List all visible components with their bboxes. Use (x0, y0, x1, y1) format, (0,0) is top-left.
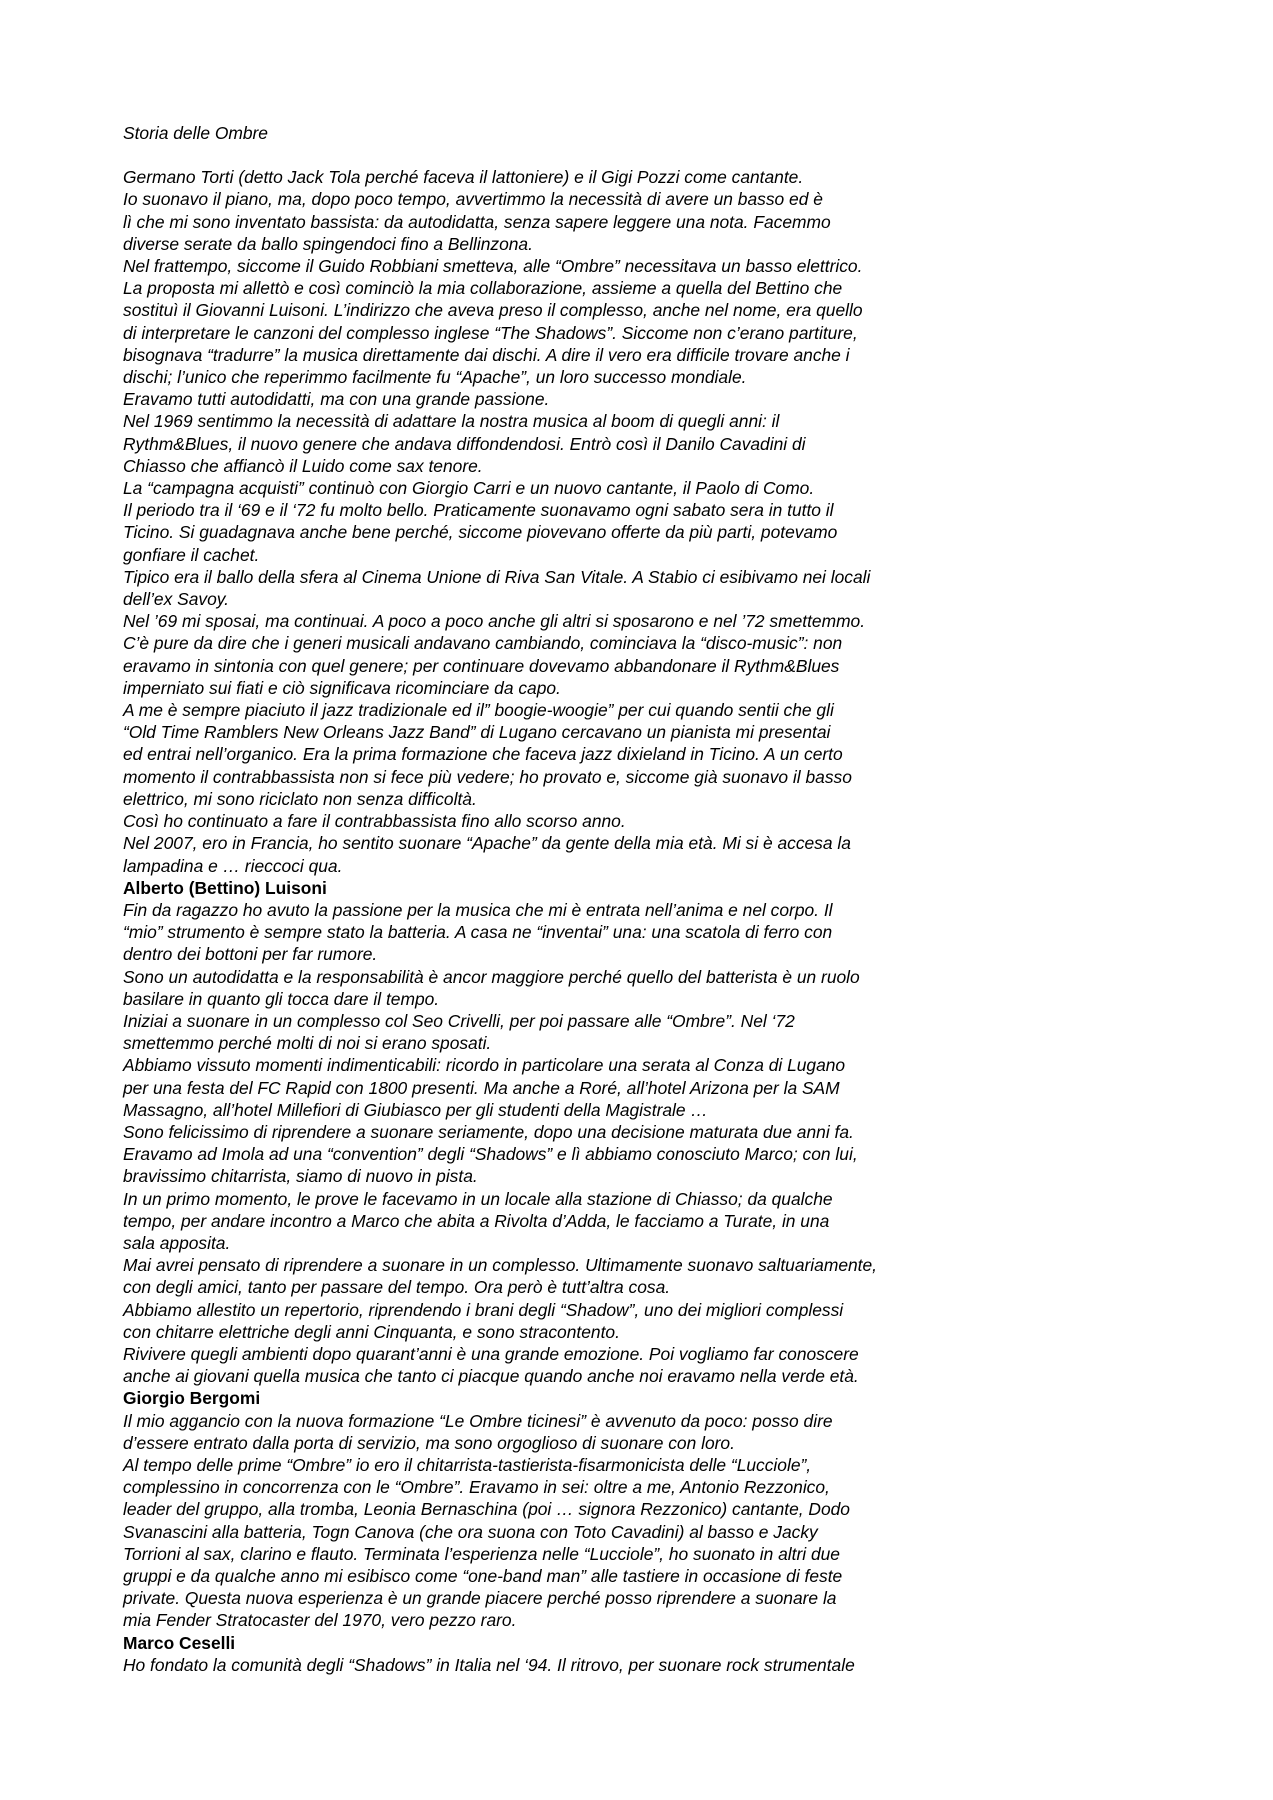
text-line: bravissimo chitarrista, siamo di nuovo in pista. (123, 1166, 478, 1187)
text-line: di interpretare le canzoni del complesso inglese “The Shadows”. Siccome non c’erano partiture, (123, 322, 858, 343)
text-line: Così ho continuato a fare il contrabbassista fino allo scorso anno. (123, 811, 626, 832)
text-line: gruppi e da qualche anno mi esibisco come “one-band man” alle tastiere in occasione di feste (123, 1566, 843, 1586)
text-line: leader del gruppo, alla tromba, Leonia Bernaschina (poi … signora Rezzonico) cantante, Dodo (123, 1499, 850, 1520)
section-heading: Marco Ceselli (123, 1632, 236, 1653)
text-line: basilare in quanto gli tocca dare il tempo. (123, 988, 440, 1009)
text-line: In un primo momento, le prove le facevamo in un locale alla stazione di Chiasso; da qualche (123, 1188, 833, 1209)
text-line: dentro dei bottoni per far rumore. (123, 944, 378, 965)
text-line: Ticino. Si guadagnava anche bene perché, siccome piovevano offerte da più parti, potevamo (123, 522, 838, 543)
text-line: Tipico era il ballo della sfera al Cinema Unione di Riva San Vitale. A Stabio ci esibivamo nei locali (123, 566, 871, 587)
text-line: Nel 1969 sentimmo la necessità di adattare la nostra musica al boom di quegli anni: il (123, 411, 780, 432)
text-line: Svanascini alla batteria, Togn Canova (che ora suona con Toto Cavadini) al basso e Jacky (123, 1521, 818, 1542)
text-line: Nel frattempo, siccome il Guido Robbiani smetteva, alle “Ombre” necessitava un basso elettrico. (123, 256, 863, 277)
text-line: Germano Torti (detto Jack Tola perché faceva il lattoniere) e il Gigi Pozzi come cantante. (123, 167, 804, 188)
text-line: Eravamo tutti autodidatti, ma con una grande passione. (123, 389, 550, 410)
text-line: complessino in concorrenza con le “Ombre”. Eravamo in sei: oltre a me, Antonio Rezzonico, (123, 1477, 830, 1498)
text-line: C’è pure da dire che i generi musicali andavano cambiando, cominciava la “disco-music”: non (123, 633, 843, 654)
document-body (123, 166, 1203, 1676)
text-line: dischi; l’unico che reperimmo facilmente fu “Apache”, un loro successo mondiale. (123, 367, 747, 388)
text-line: Il periodo tra il ‘69 e il ‘72 fu molto bello. Praticamente suonavamo ogni sabato sera in tutto il (123, 500, 834, 521)
text-line: Iniziai a suonare in un complesso col Seo Crivelli, per poi passare alle “Ombre”. Nel ‘72 (123, 1010, 795, 1031)
text-line: sala apposita. (123, 1232, 231, 1253)
section-heading: Giorgio Bergomi (123, 1388, 261, 1409)
text-line: bisognava “tradurre” la musica direttamente dai dischi. A dire il vero era difficile trovare anche i (123, 344, 850, 365)
text-line: Mai avrei pensato di riprendere a suonare in un complesso. Ultimamente suonavo saltuariamente, (123, 1255, 877, 1276)
document-page (123, 122, 1203, 1676)
text-line: Io suonavo il piano, ma, dopo poco tempo, avvertimmo la necessità di avere un basso ed è (123, 189, 823, 210)
text-line: Al tempo delle prime “Ombre” io ero il chitarrista-tastierista-fisarmonicista delle “Lucciole”, (123, 1454, 812, 1475)
text-line: Rythm&Blues, il nuovo genere che andava diffondendosi. Entrò così il Danilo Cavadini di (123, 433, 806, 454)
text-line: Massagno, all’hotel Millefiori di Giubiasco per gli studenti della Magistrale … (123, 1099, 708, 1120)
document-title: Storia delle Ombre (123, 123, 268, 143)
text-line: La “campagna acquisti” continuò con Giorgio Carri e un nuovo cantante, il Paolo di Como. (123, 478, 815, 499)
text-line: Chiasso che affiancò il Luido come sax tenore. (123, 455, 483, 476)
text-line: tempo, per andare incontro a Marco che abita a Rivolta d’Adda, le facciamo a Turate, in una (123, 1210, 830, 1231)
text-line: Nel 2007, ero in Francia, ho sentito suonare “Apache” da gente della mia età. Mi si è accesa la (123, 833, 851, 854)
text-line: Abbiamo allestito un repertorio, riprendendo i brani degli “Shadow”, uno dei migliori complessi (123, 1299, 844, 1320)
text-line: La proposta mi allettò e così cominciò la mia collaborazione, assieme a quella del Bettino che (123, 278, 843, 299)
text-line: Sono un autodidatta e la responsabilità è ancor maggiore perché quello del batterista è un ruolo (123, 966, 860, 987)
text-line: imperniato sui fiati e ciò significava ricominciare da capo. (123, 677, 561, 698)
text-line: lampadina e … rieccoci qua. (123, 855, 343, 876)
text-line: Fin da ragazzo ho avuto la passione per la musica che mi è entrata nell’anima e nel corpo. Il (123, 899, 833, 920)
text-line: “Old Time Ramblers New Orleans Jazz Band” di Lugano cercavano un pianista mi presentai (123, 722, 831, 743)
text-line: smettemmo perché molti di noi si erano sposati. (123, 1033, 492, 1054)
text-line: sostituì il Giovanni Luisoni. L’indirizzo che aveva preso il complesso, anche nel nome, era quello (123, 300, 863, 321)
text-line: “mio” strumento è sempre stato la batteria. A casa ne “inventai” una: una scatola di ferro con (123, 922, 833, 943)
text-line: lì che mi sono inventato bassista: da autodidatta, senza sapere leggere una nota. Facemmo (123, 211, 831, 232)
text-line: Il mio aggancio con la nuova formazione “Le Ombre ticinesi” è avvenuto da poco: posso dire (123, 1410, 833, 1431)
section-heading: Alberto (Bettino) Luisoni (123, 877, 327, 898)
text-line: diverse serate da ballo spingendoci fino a Bellinzona. (123, 233, 533, 254)
text-line: A me è sempre piaciuto il jazz tradizionale ed il” boogie-woogie” per cui quando sentii che gli (123, 700, 834, 721)
text-line: Sono felicissimo di riprendere a suonare seriamente, dopo una decisione maturata due anni fa. (123, 1121, 854, 1142)
text-line: Eravamo ad Imola ad una “convention” degli “Shadows” e lì abbiamo conosciuto Marco; con lui, (123, 1144, 858, 1165)
text-line: Abbiamo vissuto momenti indimenticabili: ricordo in particolare una serata al Conza di Lugano (123, 1055, 846, 1076)
text-line: mia Fender Stratocaster del 1970, vero pezzo raro. (123, 1610, 517, 1631)
text-line: Ho fondato la comunità degli “Shadows” in Italia nel ‘94. Il ritrovo, per suonare rock strumentale (123, 1654, 855, 1675)
text-line: dell’ex Savoy. (123, 589, 230, 610)
text-line: Torrioni al sax, clarino e flauto. Terminata l’esperienza nelle “Lucciole”, ho suonato in altri due (123, 1543, 840, 1564)
text-line: gonfiare il cachet. (123, 544, 260, 565)
text-line: con chitarre elettriche degli anni Cinquanta, e sono stracontento. (123, 1321, 620, 1342)
text-line: momento il contrabbassista non si fece più vedere; ho provato e, siccome già suonavo il basso (123, 766, 852, 787)
text-line: private. Questa nuova esperienza è un grande piacere perché posso riprendere a suonare la (123, 1588, 837, 1609)
text-line: eravamo in sintonia con quel genere; per continuare dovevamo abbandonare il Rythm&Blues (123, 655, 840, 676)
text-line: ed entrai nell’organico. Era la prima formazione che faceva jazz dixieland in Ticino. A un certo (123, 744, 843, 765)
text-line: per una festa del FC Rapid con 1800 presenti. Ma anche a Roré, all’hotel Arizona per la SAM (123, 1077, 840, 1098)
text-line: anche ai giovani quella musica che tanto ci piacque quando anche noi eravamo nella verde età. (123, 1366, 859, 1387)
text-line: Rivivere quegli ambienti dopo quarant’anni è una grande emozione. Poi vogliamo far conoscere (123, 1343, 859, 1364)
text-line: Nel ’69 mi sposai, ma continuai. A poco a poco anche gli altri si sposarono e nel ’72 smettemmo. (123, 611, 866, 632)
text-line: d’essere entrato dalla porta di servizio, ma sono orgoglioso di suonare con loro. (123, 1432, 735, 1453)
text-line: con degli amici, tanto per passare del tempo. Ora però è tutt’altra cosa. (123, 1277, 671, 1298)
text-line: elettrico, mi sono riciclato non senza difficoltà. (123, 788, 477, 809)
